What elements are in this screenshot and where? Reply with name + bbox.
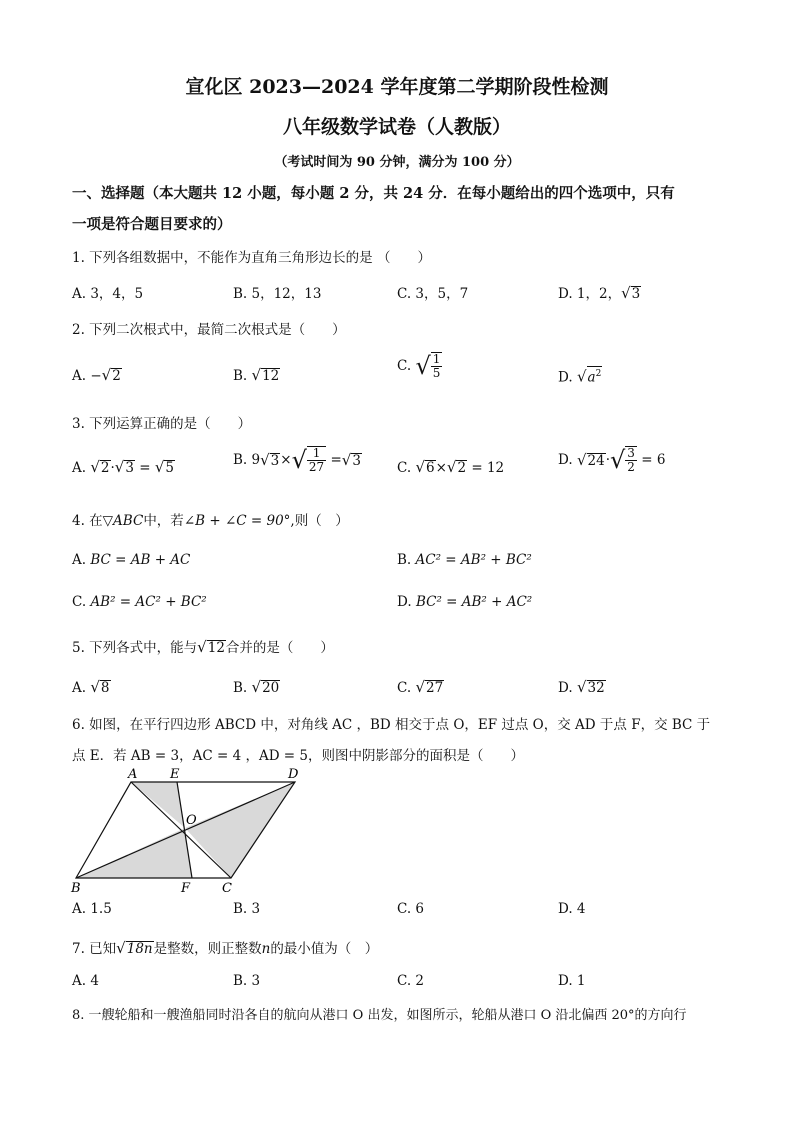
q5-option-c: C. √27 [397, 678, 444, 696]
exam-subtitle: 八年级数学试卷（人教版） [282, 116, 511, 138]
q1-option-c: C. 3，5，7 [397, 286, 469, 302]
q1-option-b: B. 5，12，13 [233, 286, 322, 302]
q8-stem-line1: 8. 一艘轮船和一艘渔船同时沿各自的航向从港口 O 出发，如图所示，轮船从港口 O 沿北偏西 20°的方向行 [72, 1008, 687, 1023]
label-c: C [222, 881, 232, 896]
section-heading-line1: 一、选择题（本大题共 12 小题，每小题 2 分，共 24 分．在每小题给出的四个选项中，只有 [72, 185, 675, 202]
q4-option-d: D. BC² = AB² + AC² [397, 594, 533, 610]
q7-option-c: C. 2 [397, 973, 425, 989]
q1-stem: 1. 下列各组数据中，不能作为直角三角形边长的是 （ ） [72, 250, 431, 266]
q3-option-a: A. √2·√3 = √5 [72, 458, 175, 476]
q6-stem-line1: 6. 如图，在平行四边形 ABCD 中，对角线 AC ，BD 相交于点 O，EF 过点 O，交 AD 于点 F，交 BC 于 [72, 717, 711, 733]
q2-stem: 2. 下列二次根式中，最简二次根式是（ ） [72, 322, 346, 338]
q5-stem: 5. 下列各式中，能与√12合并的是（ ） [72, 638, 334, 656]
exam-title: 宣化区 2023—2024 学年度第二学期阶段性检测 [185, 76, 609, 98]
q1-option-d: D. 1，2，√3 [558, 284, 641, 302]
label-o: O [186, 813, 197, 828]
q1-option-a: A. 3，4，5 [72, 286, 144, 302]
section-heading-line2: 一项是符合题目要求的） [72, 216, 232, 233]
q5-option-d: D. √32 [558, 678, 605, 696]
shaded-region-top [131, 782, 185, 828]
q2-option-a: A. −√2 [72, 366, 121, 384]
q7-option-a: A. 4 [72, 973, 99, 989]
q7-stem: 7. 已知√18n是整数，则正整数n的最小值为（ ） [72, 939, 379, 957]
q5-option-b: B. √20 [233, 678, 280, 696]
q5-option-a: A. √8 [72, 678, 110, 696]
q2-option-b: B. √12 [233, 366, 280, 384]
q4-option-c: C. AB² = AC² + BC² [72, 594, 207, 610]
exam-note: （考试时间为 90 分钟，满分为 100 分） [274, 155, 520, 170]
label-f: F [181, 881, 191, 896]
q3-option-b: B. 9√3×√ $\frac{1}{27}$ =√3 [233, 446, 361, 474]
q4-option-b: B. AC² = AB² + BC² [397, 552, 532, 568]
q6-stem-line2: 点 E．若 AB = 3，AC = 4 ，AD = 5，则图中阴影部分的面积是（ ） [72, 748, 524, 764]
parallelogram-figure [66, 762, 316, 897]
q4-option-a: A. BC = AB + AC [72, 552, 191, 568]
label-b: B [71, 881, 81, 896]
q2-option-c: C. √ $\frac{1}{5}$ [397, 352, 441, 380]
q6-option-a: A. 1.5 [72, 901, 112, 917]
q7-option-d: D. 1 [558, 973, 586, 989]
q6-option-d: D. 4 [558, 901, 586, 917]
q4-stem: 4. 在▽ABC中，若∠B + ∠C = 90°,则（ ） [72, 513, 349, 529]
q7-option-b: B. 3 [233, 973, 261, 989]
label-d: D [288, 767, 299, 782]
q3-option-c: C. √6×√2 = 12 [397, 458, 505, 476]
q3-option-d: D. √24·√ $\frac{3}{2}$ = 6 [558, 446, 666, 474]
label-a: A [128, 767, 138, 782]
label-e: E [170, 767, 180, 782]
q6-option-b: B. 3 [233, 901, 261, 917]
q2-option-d: D. $√a^2$ [558, 367, 602, 386]
q6-option-c: C. 6 [397, 901, 425, 917]
q3-stem: 3. 下列运算正确的是（ ） [72, 416, 252, 432]
